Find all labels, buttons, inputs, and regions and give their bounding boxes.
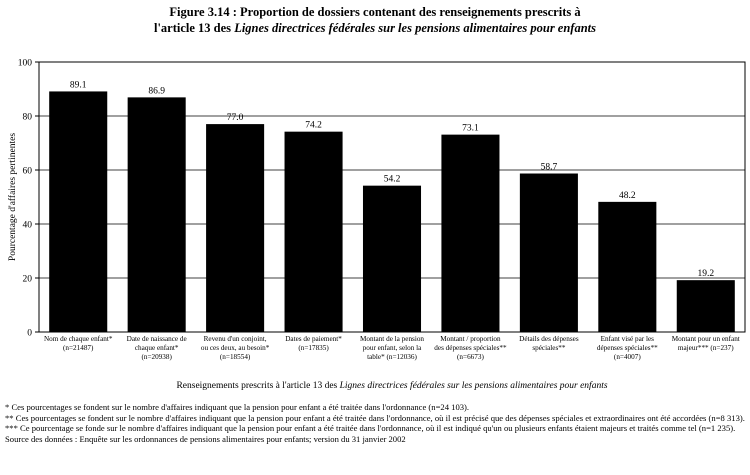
x-tick-label [519,335,579,352]
x-tick-label-line: Montant / proportion [440,335,501,343]
x-tick-label [434,335,507,361]
x-axis-label [176,380,607,391]
data-label: 89.1 [69,80,87,91]
bar [441,135,499,332]
y-tick-label: 100 [17,58,32,69]
x-tick-label-line: spéciales** [532,344,566,352]
data-label: 19.2 [697,269,715,280]
bar [598,202,656,332]
x-tick-label [127,335,187,361]
bar [49,91,107,332]
y-tick-label: 20 [22,274,32,285]
data-label: 74.2 [305,120,322,131]
x-tick-label-line: (n=18554) [219,353,251,361]
x-tick-label-line: Enfant visé par les [600,335,654,343]
x-tick-label [201,335,270,361]
bar [677,280,735,332]
x-tick-label-line: Nom de chaque enfant* [43,335,113,343]
bar [285,132,343,332]
x-axis-label-prefix: Renseignements prescrits à l'article 13 des [176,381,340,391]
footnote-2: ** Ces pourcentages se fondent sur le nombre d'affaires indiquant que la pension pour enfant a été traitée dans l'ordonnance, où il est précisé que des dépenses spéciales et extraordinaires ont été accordées (n=8 313). [5,412,745,423]
x-tick-label-line: table* (n=12036) [367,353,417,361]
y-tick-label: 40 [22,220,32,231]
x-tick-label-line: Revenu d'un conjoint, [203,335,267,343]
bar [206,124,264,332]
bar [520,174,578,332]
x-tick-label-line: Montant pour un enfant [671,335,740,343]
bar [363,186,421,332]
x-tick-label [597,335,658,361]
x-tick-label-line: Dates de paiement* [285,335,342,343]
source-note: Source des données : Enquête sur les ordonnances de pensions alimentaires pour enfants; version du 31 janvier 2002 [5,433,406,444]
y-tick-label: 60 [22,166,32,177]
chart-title-line1: Figure 3.14 : Proportion de dossiers contenant des renseignements prescrits à [169,5,581,19]
data-label: 86.9 [148,86,165,97]
x-tick-label-line: Montant de la pension [359,335,425,343]
x-tick-label [44,335,113,352]
data-label: 58.7 [540,162,558,173]
x-tick-label-line: (n=6673) [457,353,484,361]
x-axis-label-italic: Lignes directrices fédérales sur les pensions alimentaires pour enfants [339,381,608,391]
footnote-1: * Ces pourcentages se fondent sur le nombre d'affaires indiquant que la pension pour enfant a été traitée dans l'ordonnance (n=24 103). [5,402,470,412]
x-tick-label-line: pour enfant, selon la [362,344,422,352]
footnotes [5,402,747,444]
data-label: 73.1 [462,123,479,134]
x-tick-label-line: Date de naissance de [126,335,187,343]
x-tick-label-line: (n=21487) [63,344,94,352]
x-tick-label-line: (n=20938) [141,353,172,361]
chart-title-line2-prefix: l'article 13 des [153,21,235,35]
footnote-3: *** Ce pourcentage se fonde sur le nombre d'affaires indiquant que la pension pour enfant a été traitée dans l'ordonnance, où il est indiqué qu'un ou plusieurs enfants étaient majeurs et traités comme tel (n=1 235). [5,423,736,434]
y-axis-label: Pourcentage d'affaires pertinentes [8,132,18,262]
y-tick-label: 0 [27,328,32,339]
x-tick-label-line: dépenses spéciales** [596,344,658,352]
x-tick-label-line: majeur*** (n=237) [677,344,734,352]
x-tick-label-line: (n=17835) [298,344,329,352]
x-tick-label-line: ou ces deux, au besoin* [200,344,270,352]
x-tick-label-line: (n=4007) [613,353,641,361]
data-label: 54.2 [383,174,401,185]
x-tick-label [672,335,740,352]
x-tick-label-line: chaque enfant* [134,344,179,352]
data-label: 77.0 [226,113,244,124]
data-label: 48.2 [619,190,636,201]
x-tick-label [360,335,424,361]
x-tick-label-line: des dépenses spéciales** [434,344,507,352]
y-tick-label: 80 [22,112,32,123]
bar [128,97,186,332]
x-tick-label-line: Détails des dépenses [519,335,579,343]
chart-title-line2-italic: Lignes directrices fédérales sur les pensions alimentaires pour enfants [234,21,597,35]
x-tick-label [285,335,342,352]
